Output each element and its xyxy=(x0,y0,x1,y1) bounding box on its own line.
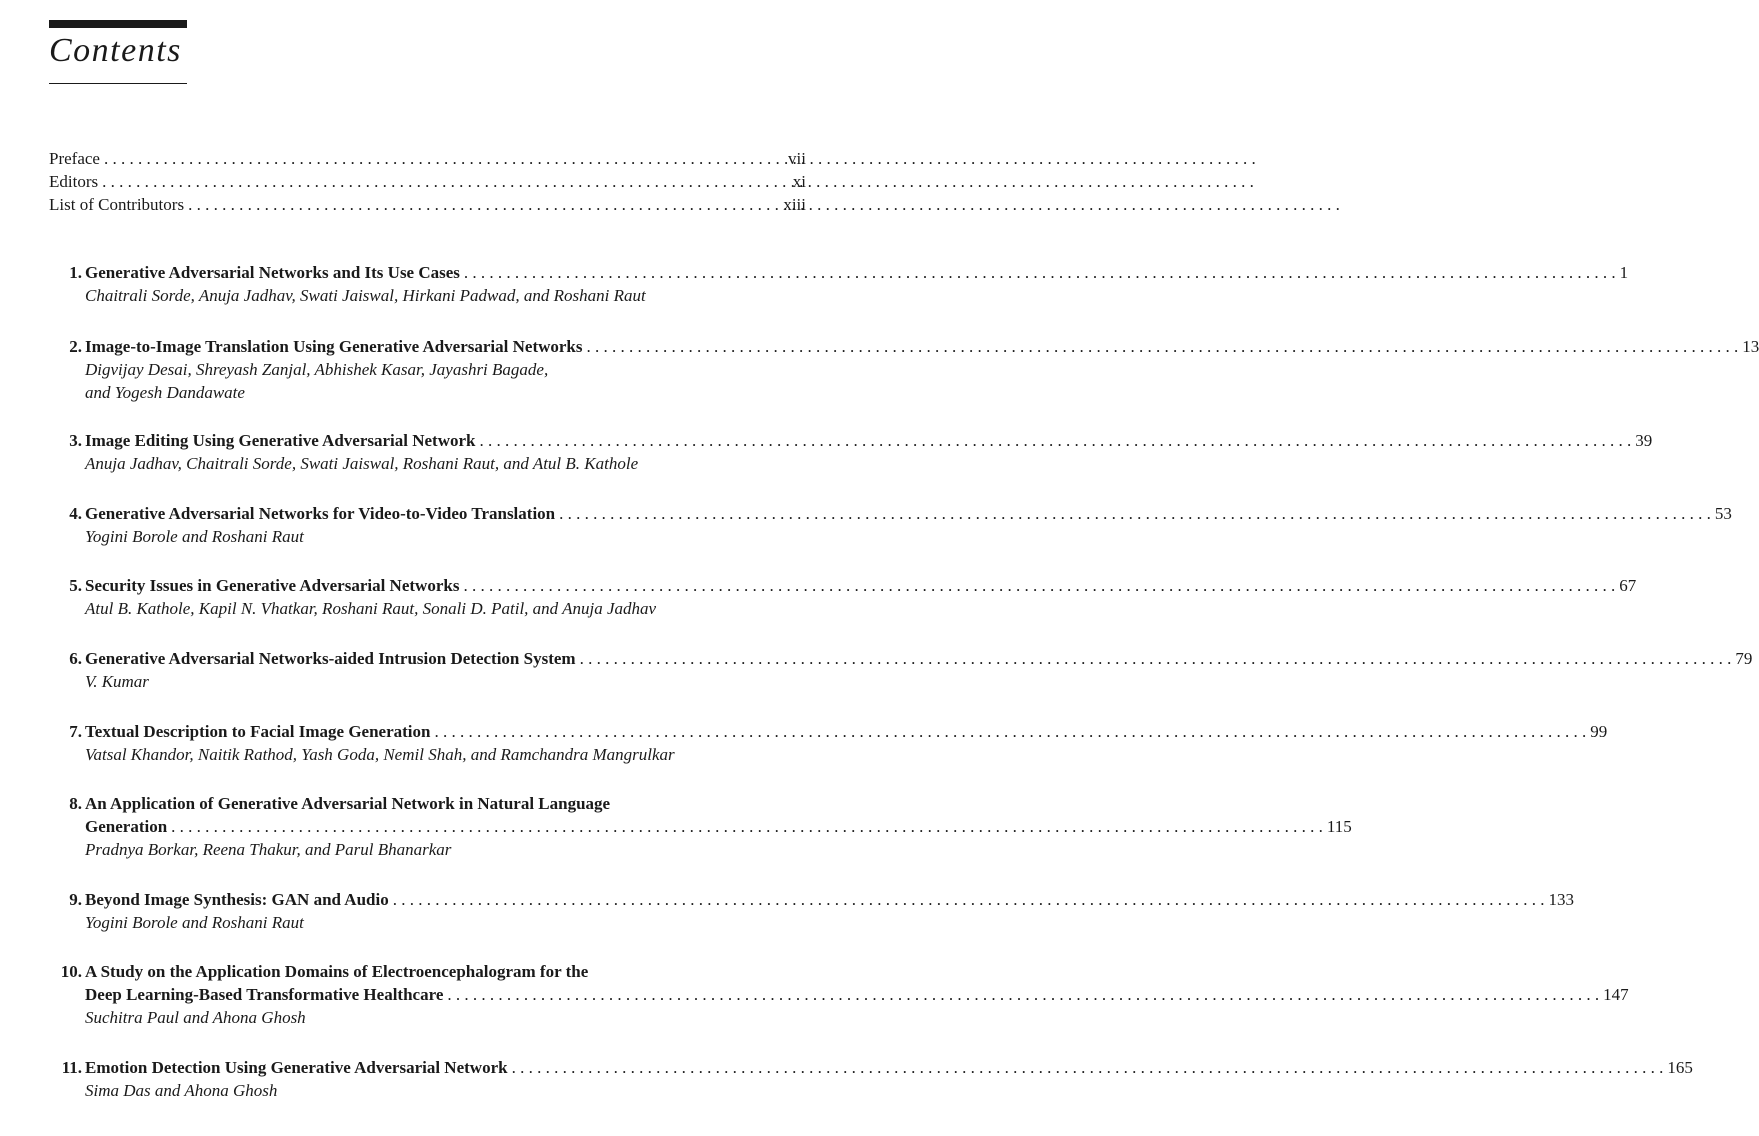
chapter-number: 6. xyxy=(69,649,82,668)
dot-leader xyxy=(447,983,1599,1006)
chapter-page: 67 xyxy=(1619,576,1637,595)
dot-leader xyxy=(580,647,1732,670)
chapter-authors: Anuja Jadhav, Chaitrali Sorde, Swati Jaiswal, Roshani Raut, and Atul B. Kathole xyxy=(85,454,639,473)
chapter-number: 8. xyxy=(69,794,82,813)
dot-leader xyxy=(463,574,1615,597)
chapter-title: Emotion Detection Using Generative Adversarial Network xyxy=(85,1058,508,1077)
chapter-entry[interactable] xyxy=(49,647,1753,693)
chapter-title: Textual Description to Facial Image Generation xyxy=(85,722,431,741)
chapter-page: 147 xyxy=(1603,985,1629,1004)
chapter-title: Generative Adversarial Networks-aided Intrusion Detection System xyxy=(85,649,576,668)
dot-leader xyxy=(393,888,1545,911)
chapter-title: Image-to-Image Translation Using Generative Adversarial Networks xyxy=(85,337,583,356)
chapter-entry[interactable] xyxy=(49,960,1629,1029)
front-matter-list xyxy=(49,147,806,216)
chapter-title: Generation xyxy=(85,817,168,836)
chapter-authors: V. Kumar xyxy=(85,672,149,691)
front-matter-entry[interactable] xyxy=(49,193,806,216)
chapter-entry[interactable] xyxy=(49,574,1637,620)
page-title: Contents xyxy=(49,32,182,69)
chapter-title: Generative Adversarial Networks and Its Use Cases xyxy=(85,263,460,282)
chapter-entry[interactable] xyxy=(49,261,1629,307)
chapter-number: 4. xyxy=(69,504,82,523)
chapter-page: 165 xyxy=(1667,1058,1693,1077)
chapter-number: 9. xyxy=(69,890,82,909)
chapter-authors: Atul B. Kathole, Kapil N. Vhatkar, Roshani Raut, Sonali D. Patil, and Anuja Jadhav xyxy=(85,599,657,618)
chapter-authors: Digvijay Desai, Shreyash Zanjal, Abhishek Kasar, Jayashri Bagade, xyxy=(85,360,549,379)
dot-leader xyxy=(434,720,1586,743)
chapter-entry[interactable] xyxy=(49,1056,1693,1102)
chapter-page: 53 xyxy=(1714,504,1732,523)
chapter-page: 13 xyxy=(1742,337,1759,356)
heading-bar xyxy=(49,20,187,28)
entry-label: Preface xyxy=(49,149,100,168)
front-matter-entry[interactable] xyxy=(49,170,806,193)
chapter-page: 39 xyxy=(1635,431,1653,450)
chapter-authors: Pradnya Borkar, Reena Thakur, and Parul Bhanarkar xyxy=(85,840,452,859)
chapter-number: 2. xyxy=(69,337,82,356)
chapter-title: Generative Adversarial Networks for Video-to-Video Translation xyxy=(85,504,556,523)
dot-leader xyxy=(171,815,1323,838)
chapter-title: Security Issues in Generative Adversarial Networks xyxy=(85,576,460,595)
chapter-authors: and Yogesh Dandawate xyxy=(85,383,245,402)
chapter-number: 1. xyxy=(69,263,82,282)
chapter-authors: Yogini Borole and Roshani Raut xyxy=(85,527,304,546)
dot-leader xyxy=(587,335,1739,358)
chapter-title: Beyond Image Synthesis: GAN and Audio xyxy=(85,890,389,909)
chapter-title: An Application of Generative Adversarial Network in Natural Language xyxy=(85,794,611,813)
chapter-entry[interactable] xyxy=(49,502,1732,548)
chapter-entry[interactable] xyxy=(49,429,1653,475)
dot-leader xyxy=(559,502,1711,525)
chapter-authors: Chaitrali Sorde, Anuja Jadhav, Swati Jaiswal, Hirkani Padwad, and Roshani Raut xyxy=(85,286,646,305)
heading-rule xyxy=(49,83,187,84)
chapter-number: 11. xyxy=(61,1058,82,1077)
chapter-title: Deep Learning-Based Transformative Healthcare xyxy=(85,985,444,1004)
entry-label: Editors xyxy=(49,172,99,191)
chapter-entry[interactable] xyxy=(49,720,1608,766)
chapter-entry[interactable] xyxy=(49,888,1574,934)
chapter-entry[interactable] xyxy=(49,792,1352,861)
chapter-authors: Vatsal Khandor, Naitik Rathod, Yash Goda, Nemil Shah, and Ramchandra Mangrulkar xyxy=(85,745,675,764)
chapter-page: 115 xyxy=(1326,817,1352,836)
chapter-entry[interactable] xyxy=(49,335,1759,404)
chapter-page: 1 xyxy=(1619,263,1629,282)
chapter-number: 3. xyxy=(69,431,82,450)
dot-leader xyxy=(188,193,779,216)
dot-leader xyxy=(464,261,1616,284)
chapter-page: 133 xyxy=(1548,890,1574,909)
chapter-title: Image Editing Using Generative Adversarial Network xyxy=(85,431,476,450)
dot-leader xyxy=(102,170,789,193)
chapter-number: 7. xyxy=(69,722,82,741)
chapter-page: 99 xyxy=(1590,722,1608,741)
chapter-title: A Study on the Application Domains of Electroencephalogram for the xyxy=(85,962,589,981)
front-matter-entry[interactable] xyxy=(49,147,806,170)
entry-label: List of Contributors xyxy=(49,195,185,214)
chapter-page: 79 xyxy=(1735,649,1753,668)
chapter-authors: Sima Das and Ahona Ghosh xyxy=(85,1081,278,1100)
chapter-authors: Yogini Borole and Roshani Raut xyxy=(85,913,304,932)
chapter-number: 5. xyxy=(69,576,82,595)
chapter-number: 10. xyxy=(60,962,82,981)
dot-leader xyxy=(480,429,1632,452)
entry-page: xi xyxy=(792,172,806,191)
entry-page: xiii xyxy=(783,195,806,214)
dot-leader xyxy=(104,147,784,170)
entry-page: vii xyxy=(788,149,806,168)
chapter-authors: Suchitra Paul and Ahona Ghosh xyxy=(85,1008,306,1027)
dot-leader xyxy=(512,1056,1664,1079)
